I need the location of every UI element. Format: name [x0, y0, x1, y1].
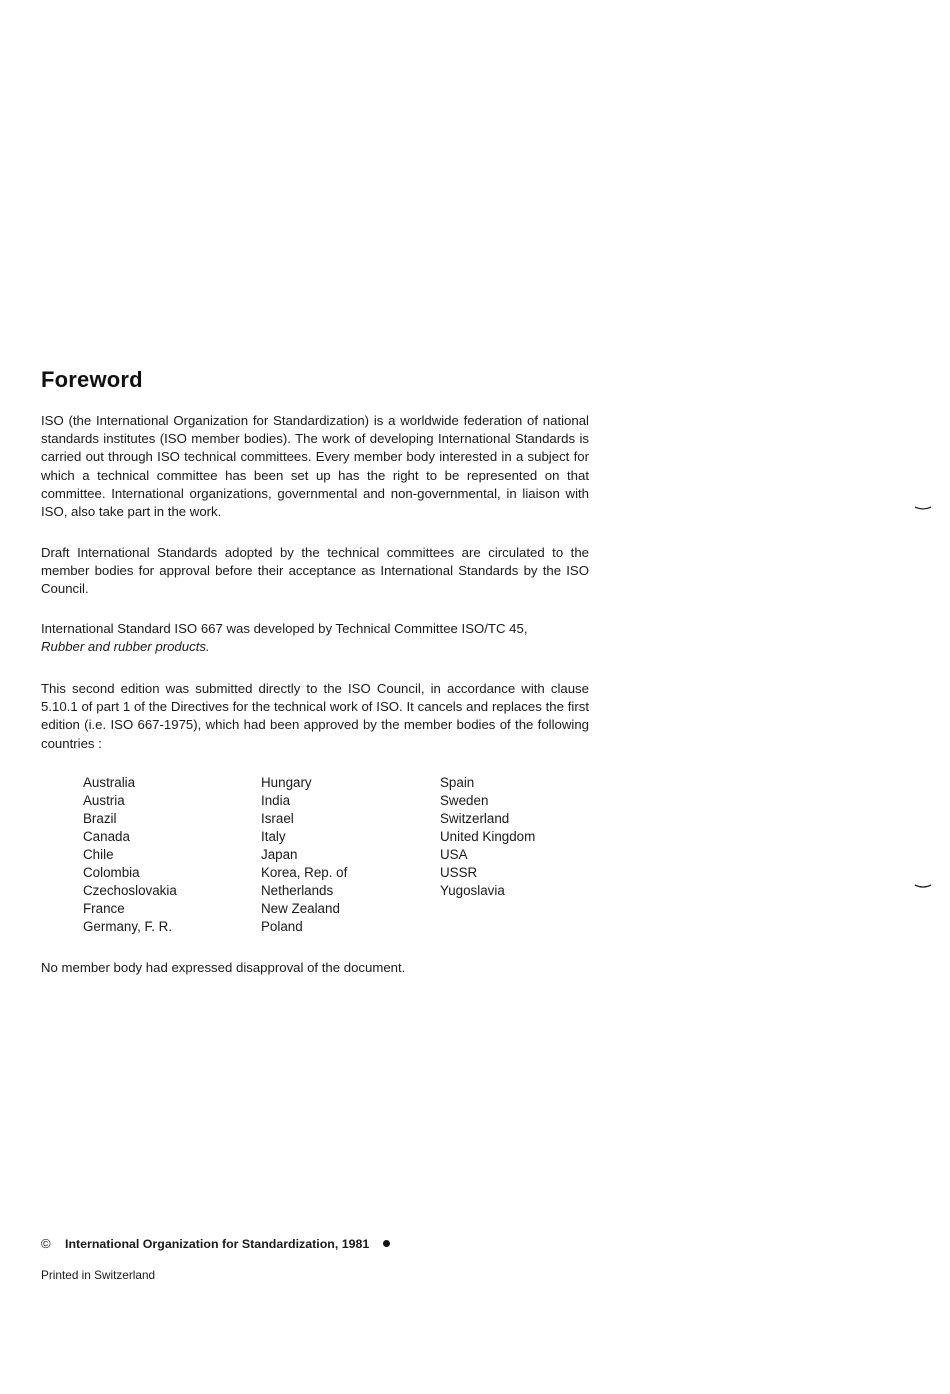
bullet-icon: [383, 1240, 390, 1247]
member-countries-list: [0, 774, 950, 944]
list-item: France: [83, 901, 125, 916]
list-item: Spain: [440, 775, 475, 790]
closing-statement: No member body had expressed disapproval of the document.: [41, 960, 406, 975]
country-column-2: [261, 774, 347, 936]
list-item: India: [261, 793, 291, 808]
page-title: Foreword: [41, 367, 143, 392]
list-item: Switzerland: [440, 811, 510, 826]
edge-mark-icon: [914, 884, 932, 890]
list-item: Canada: [83, 829, 130, 844]
list-item: Korea, Rep. of: [261, 865, 348, 880]
list-item: Japan: [261, 847, 298, 862]
list-item: Italy: [261, 829, 286, 844]
printed-location: Printed in Switzerland: [41, 1268, 156, 1282]
list-item: Netherlands: [261, 883, 334, 898]
list-item: Hungary: [261, 775, 312, 790]
list-item: Yugoslavia: [440, 883, 505, 898]
list-item: Israel: [261, 811, 294, 826]
edge-mark-icon: [914, 506, 932, 512]
list-item: Chile: [83, 847, 114, 862]
list-item: New Zealand: [261, 901, 340, 916]
list-item: USSR: [440, 865, 478, 880]
committee-title: Rubber and rubber products.: [41, 639, 210, 655]
list-item: Poland: [261, 919, 303, 934]
list-item: Austria: [83, 793, 125, 808]
list-item: Australia: [83, 775, 136, 790]
list-item: United Kingdom: [440, 829, 536, 844]
country-column-1: [83, 774, 177, 936]
list-item: Czechoslovakia: [83, 883, 177, 898]
list-item: Sweden: [440, 793, 489, 808]
copyright-notice: [41, 1236, 390, 1252]
committee-line: International Standard ISO 667 was developed by Technical Committee ISO/TC 45,: [41, 621, 528, 636]
list-item: Colombia: [83, 865, 140, 880]
list-item: USA: [440, 847, 468, 862]
paragraph-second-edition: This second edition was submitted directly to the ISO Council, in accordance with clause 5.10.1 of part 1 of the Directives for the technical work of ISO. It cancels and replaces the first edition (i.e. ISO 667-1975), which had been approved by the member bodies of the following countries :: [41, 681, 589, 751]
paragraph-draft-standards: Draft International Standards adopted by the technical committees are circulated to the member bodies for approval before their acceptance as International Standards by the ISO Council.: [41, 545, 589, 597]
copyright-text: International Organization for Standardization, 1981: [65, 1237, 370, 1251]
paragraph-iso-federation: ISO (the International Organization for Standardization) is a worldwide federation of national standards institutes (ISO member bodies). The work of developing International Standards is carried out through ISO technical committees. Every member body interested in a subject for which a technical committee has been set up has the right to be represented on that committee. International organizations, governmental and non-governmental, in liaison with ISO, also take part in the work.: [41, 413, 589, 520]
list-item: Germany, F. R.: [83, 919, 173, 934]
country-column-3: [440, 774, 535, 900]
paragraph-technical-committee: [41, 620, 589, 656]
list-item: Brazil: [83, 811, 117, 826]
copyright-icon: ©: [41, 1236, 51, 1251]
